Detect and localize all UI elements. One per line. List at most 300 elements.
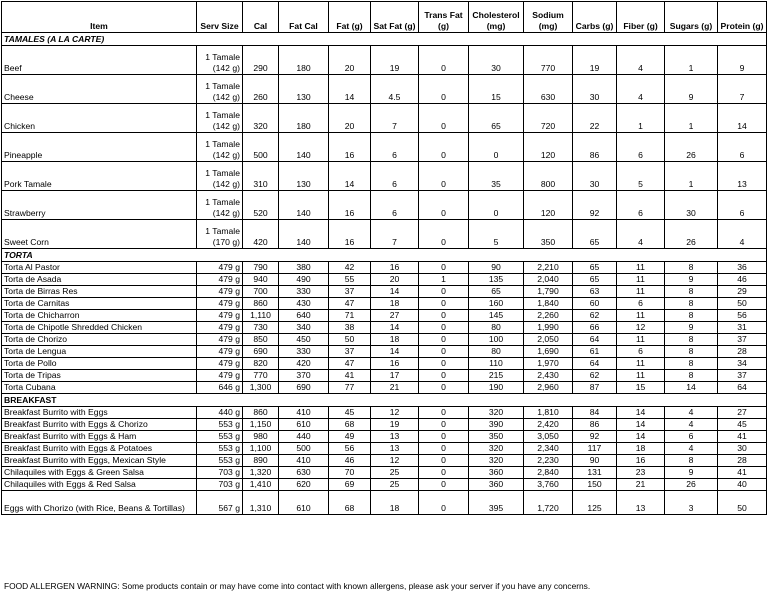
value-sugars: 8 xyxy=(665,262,718,274)
value-sugars: 9 xyxy=(665,322,718,334)
value-cholesterol: 395 xyxy=(469,491,524,515)
value-sugars: 26 xyxy=(665,479,718,491)
value-cholesterol: 80 xyxy=(469,322,524,334)
value-fiber: 1 xyxy=(617,104,665,133)
value-protein: 28 xyxy=(718,346,767,358)
value-fiber: 13 xyxy=(617,491,665,515)
value-trans-fat: 0 xyxy=(419,334,469,346)
serving-size: 1 Tamale (142 g) xyxy=(197,191,243,220)
col-header-item: Item xyxy=(2,2,197,33)
section-title: TORTA xyxy=(2,249,767,262)
value-cholesterol: 215 xyxy=(469,370,524,382)
item-name: Torta Al Pastor xyxy=(2,262,197,274)
value-fat: 56 xyxy=(329,443,371,455)
value-protein: 6 xyxy=(718,133,767,162)
item-name: Torta Cubana xyxy=(2,382,197,394)
table-row xyxy=(2,419,767,431)
value-sugars: 8 xyxy=(665,370,718,382)
serving-size: 1 Tamale (142 g) xyxy=(197,133,243,162)
value-sat-fat: 6 xyxy=(371,162,419,191)
value-carbs: 30 xyxy=(573,75,617,104)
nutrition-table xyxy=(1,1,767,515)
value-sat-fat: 4.5 xyxy=(371,75,419,104)
value-fat: 14 xyxy=(329,162,371,191)
value-sat-fat: 14 xyxy=(371,322,419,334)
table-row xyxy=(2,133,767,162)
value-sat-fat: 13 xyxy=(371,443,419,455)
value-sat-fat: 14 xyxy=(371,346,419,358)
item-name: Chicken xyxy=(2,104,197,133)
value-fat: 70 xyxy=(329,467,371,479)
col-header-protein: Protein (g) xyxy=(718,2,767,33)
value-trans-fat: 0 xyxy=(419,419,469,431)
section-row xyxy=(2,33,767,46)
value-fat: 37 xyxy=(329,346,371,358)
value-carbs: 131 xyxy=(573,467,617,479)
table-row xyxy=(2,334,767,346)
value-trans-fat: 0 xyxy=(419,370,469,382)
item-name: Breakfast Burrito with Eggs, Mexican Style xyxy=(2,455,197,467)
value-trans-fat: 0 xyxy=(419,286,469,298)
table-row xyxy=(2,407,767,419)
col-header-serv-size: Serv Size xyxy=(197,2,243,33)
value-sugars: 4 xyxy=(665,443,718,455)
value-fat: 55 xyxy=(329,274,371,286)
value-sodium: 1,970 xyxy=(524,358,573,370)
value-fat-cal: 500 xyxy=(279,443,329,455)
value-sugars: 6 xyxy=(665,431,718,443)
serving-size: 479 g xyxy=(197,262,243,274)
serving-size: 1 Tamale (142 g) xyxy=(197,75,243,104)
value-fat-cal: 380 xyxy=(279,262,329,274)
value-fat-cal: 620 xyxy=(279,479,329,491)
value-fiber: 21 xyxy=(617,479,665,491)
value-sugars: 8 xyxy=(665,346,718,358)
value-cholesterol: 350 xyxy=(469,431,524,443)
value-fiber: 11 xyxy=(617,358,665,370)
value-trans-fat: 0 xyxy=(419,46,469,75)
item-name: Torta de Pollo xyxy=(2,358,197,370)
value-fat: 16 xyxy=(329,220,371,249)
table-row xyxy=(2,46,767,75)
value-sat-fat: 6 xyxy=(371,133,419,162)
value-trans-fat: 0 xyxy=(419,443,469,455)
table-row xyxy=(2,220,767,249)
item-name: Torta de Chorizo xyxy=(2,334,197,346)
value-carbs: 125 xyxy=(573,491,617,515)
serving-size: 440 g xyxy=(197,407,243,419)
value-fat: 46 xyxy=(329,455,371,467)
value-trans-fat: 1 xyxy=(419,274,469,286)
value-fiber: 11 xyxy=(617,274,665,286)
value-carbs: 92 xyxy=(573,191,617,220)
value-cholesterol: 360 xyxy=(469,467,524,479)
serving-size: 1 Tamale (142 g) xyxy=(197,162,243,191)
value-sodium: 2,040 xyxy=(524,274,573,286)
value-sodium: 120 xyxy=(524,191,573,220)
serving-size: 553 g xyxy=(197,443,243,455)
value-cholesterol: 110 xyxy=(469,358,524,370)
value-fat: 14 xyxy=(329,75,371,104)
value-cholesterol: 30 xyxy=(469,46,524,75)
value-cholesterol: 320 xyxy=(469,455,524,467)
col-header-carbs: Carbs (g) xyxy=(573,2,617,33)
value-fat-cal: 640 xyxy=(279,310,329,322)
value-trans-fat: 0 xyxy=(419,133,469,162)
section-title: BREAKFAST xyxy=(2,394,767,407)
serving-size: 567 g xyxy=(197,491,243,515)
value-sat-fat: 20 xyxy=(371,274,419,286)
value-sugars: 1 xyxy=(665,104,718,133)
value-carbs: 87 xyxy=(573,382,617,394)
value-sodium: 2,340 xyxy=(524,443,573,455)
value-sugars: 14 xyxy=(665,382,718,394)
serving-size: 703 g xyxy=(197,479,243,491)
value-carbs: 62 xyxy=(573,310,617,322)
value-fiber: 15 xyxy=(617,382,665,394)
value-fat-cal: 610 xyxy=(279,419,329,431)
value-fat-cal: 410 xyxy=(279,455,329,467)
value-carbs: 150 xyxy=(573,479,617,491)
value-fiber: 6 xyxy=(617,191,665,220)
table-row xyxy=(2,479,767,491)
value-cholesterol: 65 xyxy=(469,286,524,298)
value-sat-fat: 16 xyxy=(371,262,419,274)
value-trans-fat: 0 xyxy=(419,162,469,191)
serving-size: 1 Tamale (142 g) xyxy=(197,46,243,75)
value-cholesterol: 320 xyxy=(469,443,524,455)
value-cal: 520 xyxy=(243,191,279,220)
value-trans-fat: 0 xyxy=(419,298,469,310)
value-fat-cal: 130 xyxy=(279,75,329,104)
value-carbs: 19 xyxy=(573,46,617,75)
value-fiber: 11 xyxy=(617,262,665,274)
value-sugars: 8 xyxy=(665,334,718,346)
table-row xyxy=(2,298,767,310)
value-cal: 890 xyxy=(243,455,279,467)
value-fat: 16 xyxy=(329,191,371,220)
value-carbs: 65 xyxy=(573,262,617,274)
serving-size: 479 g xyxy=(197,286,243,298)
value-sugars: 1 xyxy=(665,46,718,75)
value-sodium: 1,790 xyxy=(524,286,573,298)
table-row xyxy=(2,346,767,358)
value-trans-fat: 0 xyxy=(419,479,469,491)
item-name: Torta de Carnitas xyxy=(2,298,197,310)
value-cal: 260 xyxy=(243,75,279,104)
value-fat-cal: 180 xyxy=(279,104,329,133)
value-protein: 45 xyxy=(718,419,767,431)
value-trans-fat: 0 xyxy=(419,491,469,515)
value-sugars: 8 xyxy=(665,286,718,298)
serving-size: 479 g xyxy=(197,346,243,358)
table-row xyxy=(2,274,767,286)
value-protein: 7 xyxy=(718,75,767,104)
value-cal: 290 xyxy=(243,46,279,75)
table-row xyxy=(2,286,767,298)
value-sat-fat: 17 xyxy=(371,370,419,382)
value-fat: 20 xyxy=(329,104,371,133)
item-name: Torta de Chicharron xyxy=(2,310,197,322)
table-row xyxy=(2,431,767,443)
value-sat-fat: 18 xyxy=(371,334,419,346)
value-carbs: 86 xyxy=(573,419,617,431)
value-protein: 29 xyxy=(718,286,767,298)
table-row xyxy=(2,310,767,322)
value-cal: 1,310 xyxy=(243,491,279,515)
item-name: Torta de Chipotle Shredded Chicken xyxy=(2,322,197,334)
value-carbs: 63 xyxy=(573,286,617,298)
col-header-trans-fat: Trans Fat (g) xyxy=(419,2,469,33)
value-sugars: 9 xyxy=(665,274,718,286)
value-fiber: 4 xyxy=(617,75,665,104)
value-cholesterol: 360 xyxy=(469,479,524,491)
value-fat: 77 xyxy=(329,382,371,394)
value-sat-fat: 16 xyxy=(371,358,419,370)
value-sat-fat: 12 xyxy=(371,407,419,419)
section-row xyxy=(2,394,767,407)
value-sugars: 30 xyxy=(665,191,718,220)
value-trans-fat: 0 xyxy=(419,191,469,220)
serving-size: 553 g xyxy=(197,419,243,431)
value-cholesterol: 135 xyxy=(469,274,524,286)
value-fat: 16 xyxy=(329,133,371,162)
value-fat-cal: 410 xyxy=(279,407,329,419)
section-row xyxy=(2,249,767,262)
value-sat-fat: 19 xyxy=(371,46,419,75)
value-trans-fat: 0 xyxy=(419,346,469,358)
item-name: Beef xyxy=(2,46,197,75)
value-fat-cal: 140 xyxy=(279,133,329,162)
value-carbs: 60 xyxy=(573,298,617,310)
value-carbs: 86 xyxy=(573,133,617,162)
value-sodium: 2,260 xyxy=(524,310,573,322)
value-cal: 320 xyxy=(243,104,279,133)
value-trans-fat: 0 xyxy=(419,75,469,104)
value-cholesterol: 320 xyxy=(469,407,524,419)
value-sodium: 2,230 xyxy=(524,455,573,467)
value-cal: 980 xyxy=(243,431,279,443)
value-fiber: 12 xyxy=(617,322,665,334)
col-header-cholesterol: Cholesterol (mg) xyxy=(469,2,524,33)
value-trans-fat: 0 xyxy=(419,382,469,394)
value-trans-fat: 0 xyxy=(419,407,469,419)
value-sodium: 120 xyxy=(524,133,573,162)
value-sodium: 800 xyxy=(524,162,573,191)
value-sugars: 9 xyxy=(665,467,718,479)
value-cal: 1,100 xyxy=(243,443,279,455)
col-header-sugars: Sugars (g) xyxy=(665,2,718,33)
value-trans-fat: 0 xyxy=(419,431,469,443)
table-row xyxy=(2,491,767,515)
value-cal: 420 xyxy=(243,220,279,249)
item-name: Eggs with Chorizo (with Rice, Beans & Tortillas) xyxy=(2,491,197,515)
value-fiber: 11 xyxy=(617,334,665,346)
table-row xyxy=(2,322,767,334)
value-fat-cal: 690 xyxy=(279,382,329,394)
value-sodium: 2,960 xyxy=(524,382,573,394)
value-fat: 68 xyxy=(329,491,371,515)
value-sugars: 9 xyxy=(665,75,718,104)
value-trans-fat: 0 xyxy=(419,310,469,322)
value-protein: 6 xyxy=(718,191,767,220)
value-sugars: 1 xyxy=(665,162,718,191)
table-row xyxy=(2,370,767,382)
value-carbs: 84 xyxy=(573,407,617,419)
table-row xyxy=(2,358,767,370)
value-fat-cal: 330 xyxy=(279,286,329,298)
item-name: Chilaquiles with Eggs & Green Salsa xyxy=(2,467,197,479)
value-fiber: 6 xyxy=(617,346,665,358)
value-fiber: 14 xyxy=(617,431,665,443)
value-fat-cal: 440 xyxy=(279,431,329,443)
value-trans-fat: 0 xyxy=(419,104,469,133)
col-header-sat-fat: Sat Fat (g) xyxy=(371,2,419,33)
value-fiber: 16 xyxy=(617,455,665,467)
value-carbs: 92 xyxy=(573,431,617,443)
value-carbs: 66 xyxy=(573,322,617,334)
value-fiber: 4 xyxy=(617,46,665,75)
table-row xyxy=(2,191,767,220)
value-sodium: 3,760 xyxy=(524,479,573,491)
item-name: Sweet Corn xyxy=(2,220,197,249)
value-fat: 69 xyxy=(329,479,371,491)
allergen-warning: FOOD ALLERGEN WARNING: Some products contain or may have come into contact with known allergens, please ask your server if you have any concerns. xyxy=(4,581,591,591)
value-fat-cal: 130 xyxy=(279,162,329,191)
value-sugars: 8 xyxy=(665,358,718,370)
value-carbs: 64 xyxy=(573,358,617,370)
value-carbs: 65 xyxy=(573,274,617,286)
value-trans-fat: 0 xyxy=(419,220,469,249)
value-cholesterol: 190 xyxy=(469,382,524,394)
value-protein: 40 xyxy=(718,479,767,491)
value-fat-cal: 430 xyxy=(279,298,329,310)
table-row xyxy=(2,382,767,394)
value-sodium: 2,050 xyxy=(524,334,573,346)
item-name: Torta de Birras Res xyxy=(2,286,197,298)
value-protein: 30 xyxy=(718,443,767,455)
value-carbs: 22 xyxy=(573,104,617,133)
value-sodium: 1,840 xyxy=(524,298,573,310)
value-sat-fat: 18 xyxy=(371,298,419,310)
value-cholesterol: 0 xyxy=(469,191,524,220)
value-protein: 34 xyxy=(718,358,767,370)
serving-size: 646 g xyxy=(197,382,243,394)
table-row xyxy=(2,455,767,467)
value-sat-fat: 6 xyxy=(371,191,419,220)
value-cholesterol: 65 xyxy=(469,104,524,133)
value-protein: 27 xyxy=(718,407,767,419)
value-sugars: 26 xyxy=(665,220,718,249)
value-sugars: 4 xyxy=(665,407,718,419)
value-carbs: 90 xyxy=(573,455,617,467)
section-title: TAMALES (A LA CARTE) xyxy=(2,33,767,46)
serving-size: 479 g xyxy=(197,334,243,346)
value-protein: 37 xyxy=(718,370,767,382)
serving-size: 703 g xyxy=(197,467,243,479)
item-name: Torta de Tripas xyxy=(2,370,197,382)
value-fat: 38 xyxy=(329,322,371,334)
value-fiber: 11 xyxy=(617,310,665,322)
value-sodium: 630 xyxy=(524,75,573,104)
value-protein: 13 xyxy=(718,162,767,191)
value-protein: 50 xyxy=(718,491,767,515)
value-fat: 50 xyxy=(329,334,371,346)
item-name: Pineapple xyxy=(2,133,197,162)
serving-size: 479 g xyxy=(197,274,243,286)
value-cholesterol: 0 xyxy=(469,133,524,162)
value-sugars: 8 xyxy=(665,455,718,467)
item-name: Breakfast Burrito with Eggs & Chorizo xyxy=(2,419,197,431)
value-fiber: 23 xyxy=(617,467,665,479)
value-fat-cal: 340 xyxy=(279,322,329,334)
value-fat: 71 xyxy=(329,310,371,322)
value-fat-cal: 630 xyxy=(279,467,329,479)
value-trans-fat: 0 xyxy=(419,262,469,274)
value-carbs: 65 xyxy=(573,220,617,249)
value-carbs: 30 xyxy=(573,162,617,191)
value-protein: 28 xyxy=(718,455,767,467)
value-sat-fat: 12 xyxy=(371,455,419,467)
value-cholesterol: 145 xyxy=(469,310,524,322)
value-cholesterol: 80 xyxy=(469,346,524,358)
value-fat-cal: 490 xyxy=(279,274,329,286)
serving-size: 1 Tamale (142 g) xyxy=(197,104,243,133)
value-cal: 500 xyxy=(243,133,279,162)
value-fat-cal: 420 xyxy=(279,358,329,370)
value-sodium: 1,720 xyxy=(524,491,573,515)
value-trans-fat: 0 xyxy=(419,455,469,467)
value-fiber: 14 xyxy=(617,419,665,431)
col-header-sodium: Sodium (mg) xyxy=(524,2,573,33)
value-sat-fat: 13 xyxy=(371,431,419,443)
value-cal: 850 xyxy=(243,334,279,346)
value-cal: 1,320 xyxy=(243,467,279,479)
value-protein: 9 xyxy=(718,46,767,75)
value-fat: 47 xyxy=(329,298,371,310)
value-cal: 860 xyxy=(243,298,279,310)
value-fat: 47 xyxy=(329,358,371,370)
value-trans-fat: 0 xyxy=(419,467,469,479)
value-sodium: 350 xyxy=(524,220,573,249)
value-fat: 41 xyxy=(329,370,371,382)
value-sodium: 720 xyxy=(524,104,573,133)
serving-size: 479 g xyxy=(197,310,243,322)
value-sodium: 1,690 xyxy=(524,346,573,358)
value-fat-cal: 450 xyxy=(279,334,329,346)
value-carbs: 64 xyxy=(573,334,617,346)
value-fiber: 6 xyxy=(617,133,665,162)
value-cal: 820 xyxy=(243,358,279,370)
table-row xyxy=(2,262,767,274)
value-sodium: 2,840 xyxy=(524,467,573,479)
value-protein: 46 xyxy=(718,274,767,286)
value-sugars: 8 xyxy=(665,298,718,310)
value-fat-cal: 370 xyxy=(279,370,329,382)
table-row xyxy=(2,104,767,133)
value-cholesterol: 5 xyxy=(469,220,524,249)
value-sat-fat: 14 xyxy=(371,286,419,298)
value-cal: 790 xyxy=(243,262,279,274)
serving-size: 479 g xyxy=(197,298,243,310)
value-fat: 45 xyxy=(329,407,371,419)
item-name: Cheese xyxy=(2,75,197,104)
value-protein: 36 xyxy=(718,262,767,274)
value-fat-cal: 610 xyxy=(279,491,329,515)
value-sodium: 2,420 xyxy=(524,419,573,431)
value-sodium: 2,430 xyxy=(524,370,573,382)
item-name: Breakfast Burrito with Eggs & Ham xyxy=(2,431,197,443)
